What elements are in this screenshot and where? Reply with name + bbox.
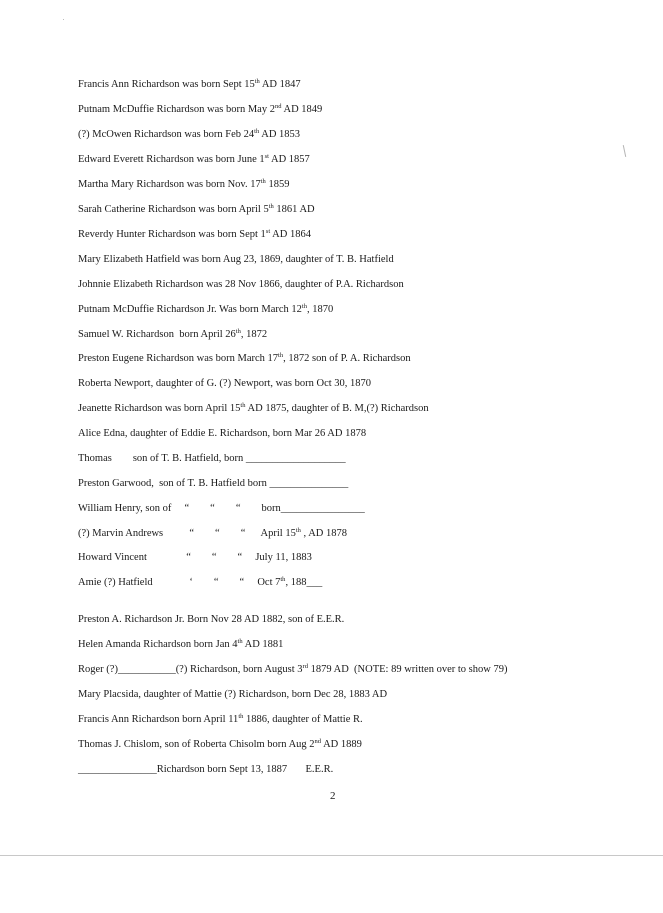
record-line — [78, 203, 315, 216]
record-text: Johnnie Elizabeth Richardson was 28 Nov 1866, daughter of P.A. Richardson — [78, 279, 404, 290]
ordinal-suffix: th — [235, 328, 241, 335]
record-line — [78, 688, 387, 701]
record-line — [78, 477, 348, 490]
record-line — [78, 613, 344, 626]
record-line — [78, 303, 333, 316]
record-text: , AD 1878 — [300, 528, 347, 539]
record-text: AD 1847 — [259, 79, 301, 90]
record-line — [78, 352, 411, 365]
record-line — [78, 153, 310, 166]
record-text: Preston Garwood, son of T. B. Hatfield born _______________ — [78, 478, 349, 489]
record-text: Amie (?) Hatfield ‘ “ “ Oct 7 — [78, 577, 281, 588]
record-line — [78, 228, 311, 241]
record-text: , 1872 — [240, 329, 268, 340]
ordinal-suffix: th — [240, 402, 246, 409]
record-text: William Henry, son of “ “ “ born________________ — [78, 503, 365, 514]
record-text: Thomas J. Chislom, son of Roberta Chisolm born Aug 2 — [78, 739, 315, 750]
record-line — [78, 551, 312, 564]
record-text: Preston Eugene Richardson was born March 17 — [78, 353, 279, 364]
record-text: Helen Amanda Richardson born Jan 4 — [78, 639, 238, 650]
record-text: Thomas son of T. B. Hatfield, born ___________________ — [78, 453, 346, 464]
record-line — [78, 402, 429, 415]
record-line — [78, 527, 347, 540]
record-text: Preston A. Richardson Jr. Born Nov 28 AD 1882, son of E.E.R. — [78, 614, 345, 625]
record-line — [78, 427, 366, 440]
record-line — [78, 377, 371, 390]
record-text: Putnam McDuffie Richardson Jr. Was born March 12 — [78, 304, 302, 315]
record-text: 1861 AD — [273, 204, 315, 215]
record-text: AD 1875, daughter of B. M,(?) Richardson — [245, 403, 429, 414]
record-text: (?) Marvin Andrews “ “ “ April 15 — [78, 528, 296, 539]
record-text: AD 1857 — [268, 154, 310, 165]
record-text: _______________Richardson born Sept 13, 1887 E.E.R. — [78, 764, 334, 775]
record-line — [78, 253, 394, 266]
record-text: 1879 AD (NOTE: 89 written over to show 79) — [307, 664, 508, 675]
ordinal-suffix: th — [254, 128, 260, 135]
record-line — [78, 452, 346, 465]
record-text: Roberta Newport, daughter of G. (?) Newport, was born Oct 30, 1870 — [78, 378, 372, 389]
record-text: , 1872 son of P. A. Richardson — [283, 353, 411, 364]
ordinal-suffix: nd — [274, 103, 282, 110]
ordinal-suffix: nd — [314, 738, 322, 745]
record-text: Francis Ann Richardson was born Sept 15 — [78, 79, 255, 90]
record-line — [78, 502, 365, 515]
ordinal-suffix: th — [301, 303, 307, 310]
record-text: AD 1881 — [242, 639, 284, 650]
record-text: Sarah Catherine Richardson was born April 5 — [78, 204, 269, 215]
record-text: Roger (?)___________(?) Richardson, born August 3 — [78, 664, 303, 675]
record-line — [78, 763, 333, 776]
record-text: Jeanette Richardson was born April 15 — [78, 403, 241, 414]
ordinal-suffix: st — [264, 153, 269, 160]
record-text: , 1870 — [306, 304, 334, 315]
record-line — [78, 328, 267, 341]
record-text: Martha Mary Richardson was born Nov. 17 — [78, 179, 261, 190]
record-text: Reverdy Hunter Richardson was born Sept 1 — [78, 229, 266, 240]
record-text: 1859 — [265, 179, 290, 190]
record-line — [78, 78, 301, 91]
ordinal-suffix: rd — [302, 663, 308, 670]
record-line — [78, 576, 322, 589]
ordinal-suffix: st — [265, 228, 271, 235]
record-text: Edward Everett Richardson was born June 1 — [78, 154, 265, 165]
record-text: Mary Placsida, daughter of Mattie (?) Richardson, born Dec 28, 1883 AD — [78, 689, 388, 700]
record-text: AD 1849 — [281, 104, 323, 115]
stray-pen-mark — [623, 145, 626, 157]
record-text: Francis Ann Richardson born April 11 — [78, 714, 239, 725]
ordinal-suffix: th — [280, 576, 286, 583]
record-text: 1886, daughter of Mattie R. — [243, 714, 363, 725]
record-text: AD 1864 — [270, 229, 311, 240]
record-text: Alice Edna, daughter of Eddie E. Richardson, born Mar 26 AD 1878 — [78, 428, 367, 439]
scan-edge-line — [0, 855, 663, 856]
record-text: , 188___ — [285, 577, 323, 588]
record-text: (?) McOwen Richardson was born Feb 24 — [78, 129, 255, 140]
record-line — [78, 663, 507, 676]
record-line — [78, 128, 300, 141]
record-text: Mary Elizabeth Hatfield was born Aug 23, 1869, daughter of T. B. Hatfield — [78, 254, 394, 265]
record-line — [78, 713, 363, 726]
ordinal-suffix: th — [238, 713, 244, 720]
ordinal-suffix: th — [295, 527, 301, 534]
ordinal-suffix: th — [237, 638, 243, 645]
ordinal-suffix: th — [278, 352, 284, 359]
record-text: Samuel W. Richardson born April 26 — [78, 329, 236, 340]
record-line — [78, 738, 362, 751]
record-line — [78, 638, 283, 651]
record-text: AD 1853 — [259, 129, 301, 140]
ordinal-suffix: th — [268, 203, 274, 210]
record-text: Putnam McDuffie Richardson was born May 2 — [78, 104, 275, 115]
record-line — [78, 278, 404, 291]
scan-speck — [63, 19, 64, 20]
ordinal-suffix: th — [254, 78, 260, 85]
record-text: AD 1889 — [321, 739, 362, 750]
record-line — [78, 178, 289, 191]
record-line — [78, 103, 322, 116]
ordinal-suffix: th — [260, 178, 266, 185]
record-text: Howard Vincent “ “ “ July 11, 1883 — [78, 552, 312, 563]
page-number: 2 — [330, 790, 336, 802]
